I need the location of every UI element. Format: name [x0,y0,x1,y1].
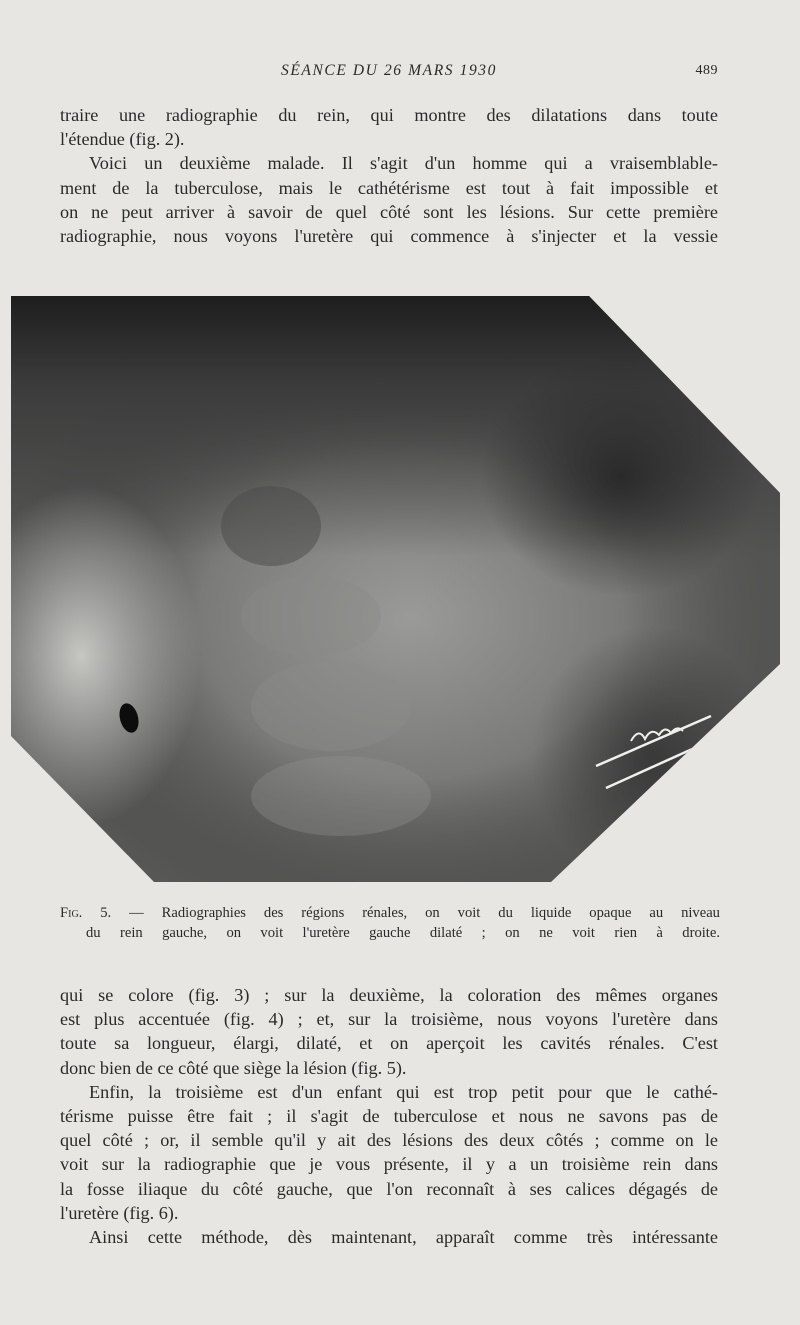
text-line: voit sur la radiographie que je vous présente, il y a un troisième rein dans [60,1154,718,1175]
caption-text: du rein gauche, on voit l'uretère gauche dilaté ; on ne voit rien à droite. [86,925,720,941]
text-line: qui se colore (fig. 3) ; sur la deuxième, la coloration des mêmes organes [60,985,718,1005]
text-line: l'étendue (fig. 2). [60,129,185,150]
text-line: radiographie, nous voyons l'uretère qui commence à s'injecter et la vessie [60,226,718,247]
radiograph-image [11,296,780,882]
text-line: ment de la tuberculose, mais le cathétérisme est tout à fait impossible et [60,177,718,198]
text-line: Voici un deuxième malade. Il s'agit d'un homme qui a vraisemblable- [89,153,718,174]
text-line: on ne peut arriver à savoir de quel côté sont les lésions. Sur cette première [60,201,718,222]
top-paragraphs [60,103,718,248]
text-line: est plus accentuée (fig. 4) ; et, sur la troisième, nous voyons l'uretère dans [60,1009,718,1030]
page-header [60,62,718,86]
page-number: 489 [695,63,718,78]
text-line: toute sa longueur, élargi, dilaté, et on aperçoit les cavités rénales. C'est [60,1033,718,1054]
figure-caption [60,903,720,943]
text-line: Enfin, la troisième est d'un enfant qui est trop petit pour que le cathé- [89,1081,718,1102]
radiograph-figure [11,296,780,882]
text-line: Ainsi cette méthode, dès maintenant, apparaît comme très intéressante [89,1227,718,1248]
caption-text: — Radiographies des régions rénales, on voit du liquide opaque au niveau [111,905,720,921]
running-title: SÉANCE DU 26 MARS 1930 [280,62,497,79]
text-line: la fosse iliaque du côté gauche, que l'on reconnaît à ses calices dégagés de [60,1178,718,1199]
text-line: l'uretère (fig. 6). [60,1202,179,1223]
bottom-paragraphs [60,983,718,1249]
text-line: térisme puisse être fait ; il s'agit de tuberculose et nous ne savons pas de [60,1106,718,1127]
text-line: quel côté ; or, il semble qu'il y ait des lésions des deux côtés ; comme on le [60,1130,718,1151]
figure-label: Fig. 5. [60,905,112,921]
text-line: traire une radiographie du rein, qui montre des dilatations dans toute [60,105,718,125]
text-line: donc bien de ce côté que siège la lésion (fig. 5). [60,1057,407,1078]
